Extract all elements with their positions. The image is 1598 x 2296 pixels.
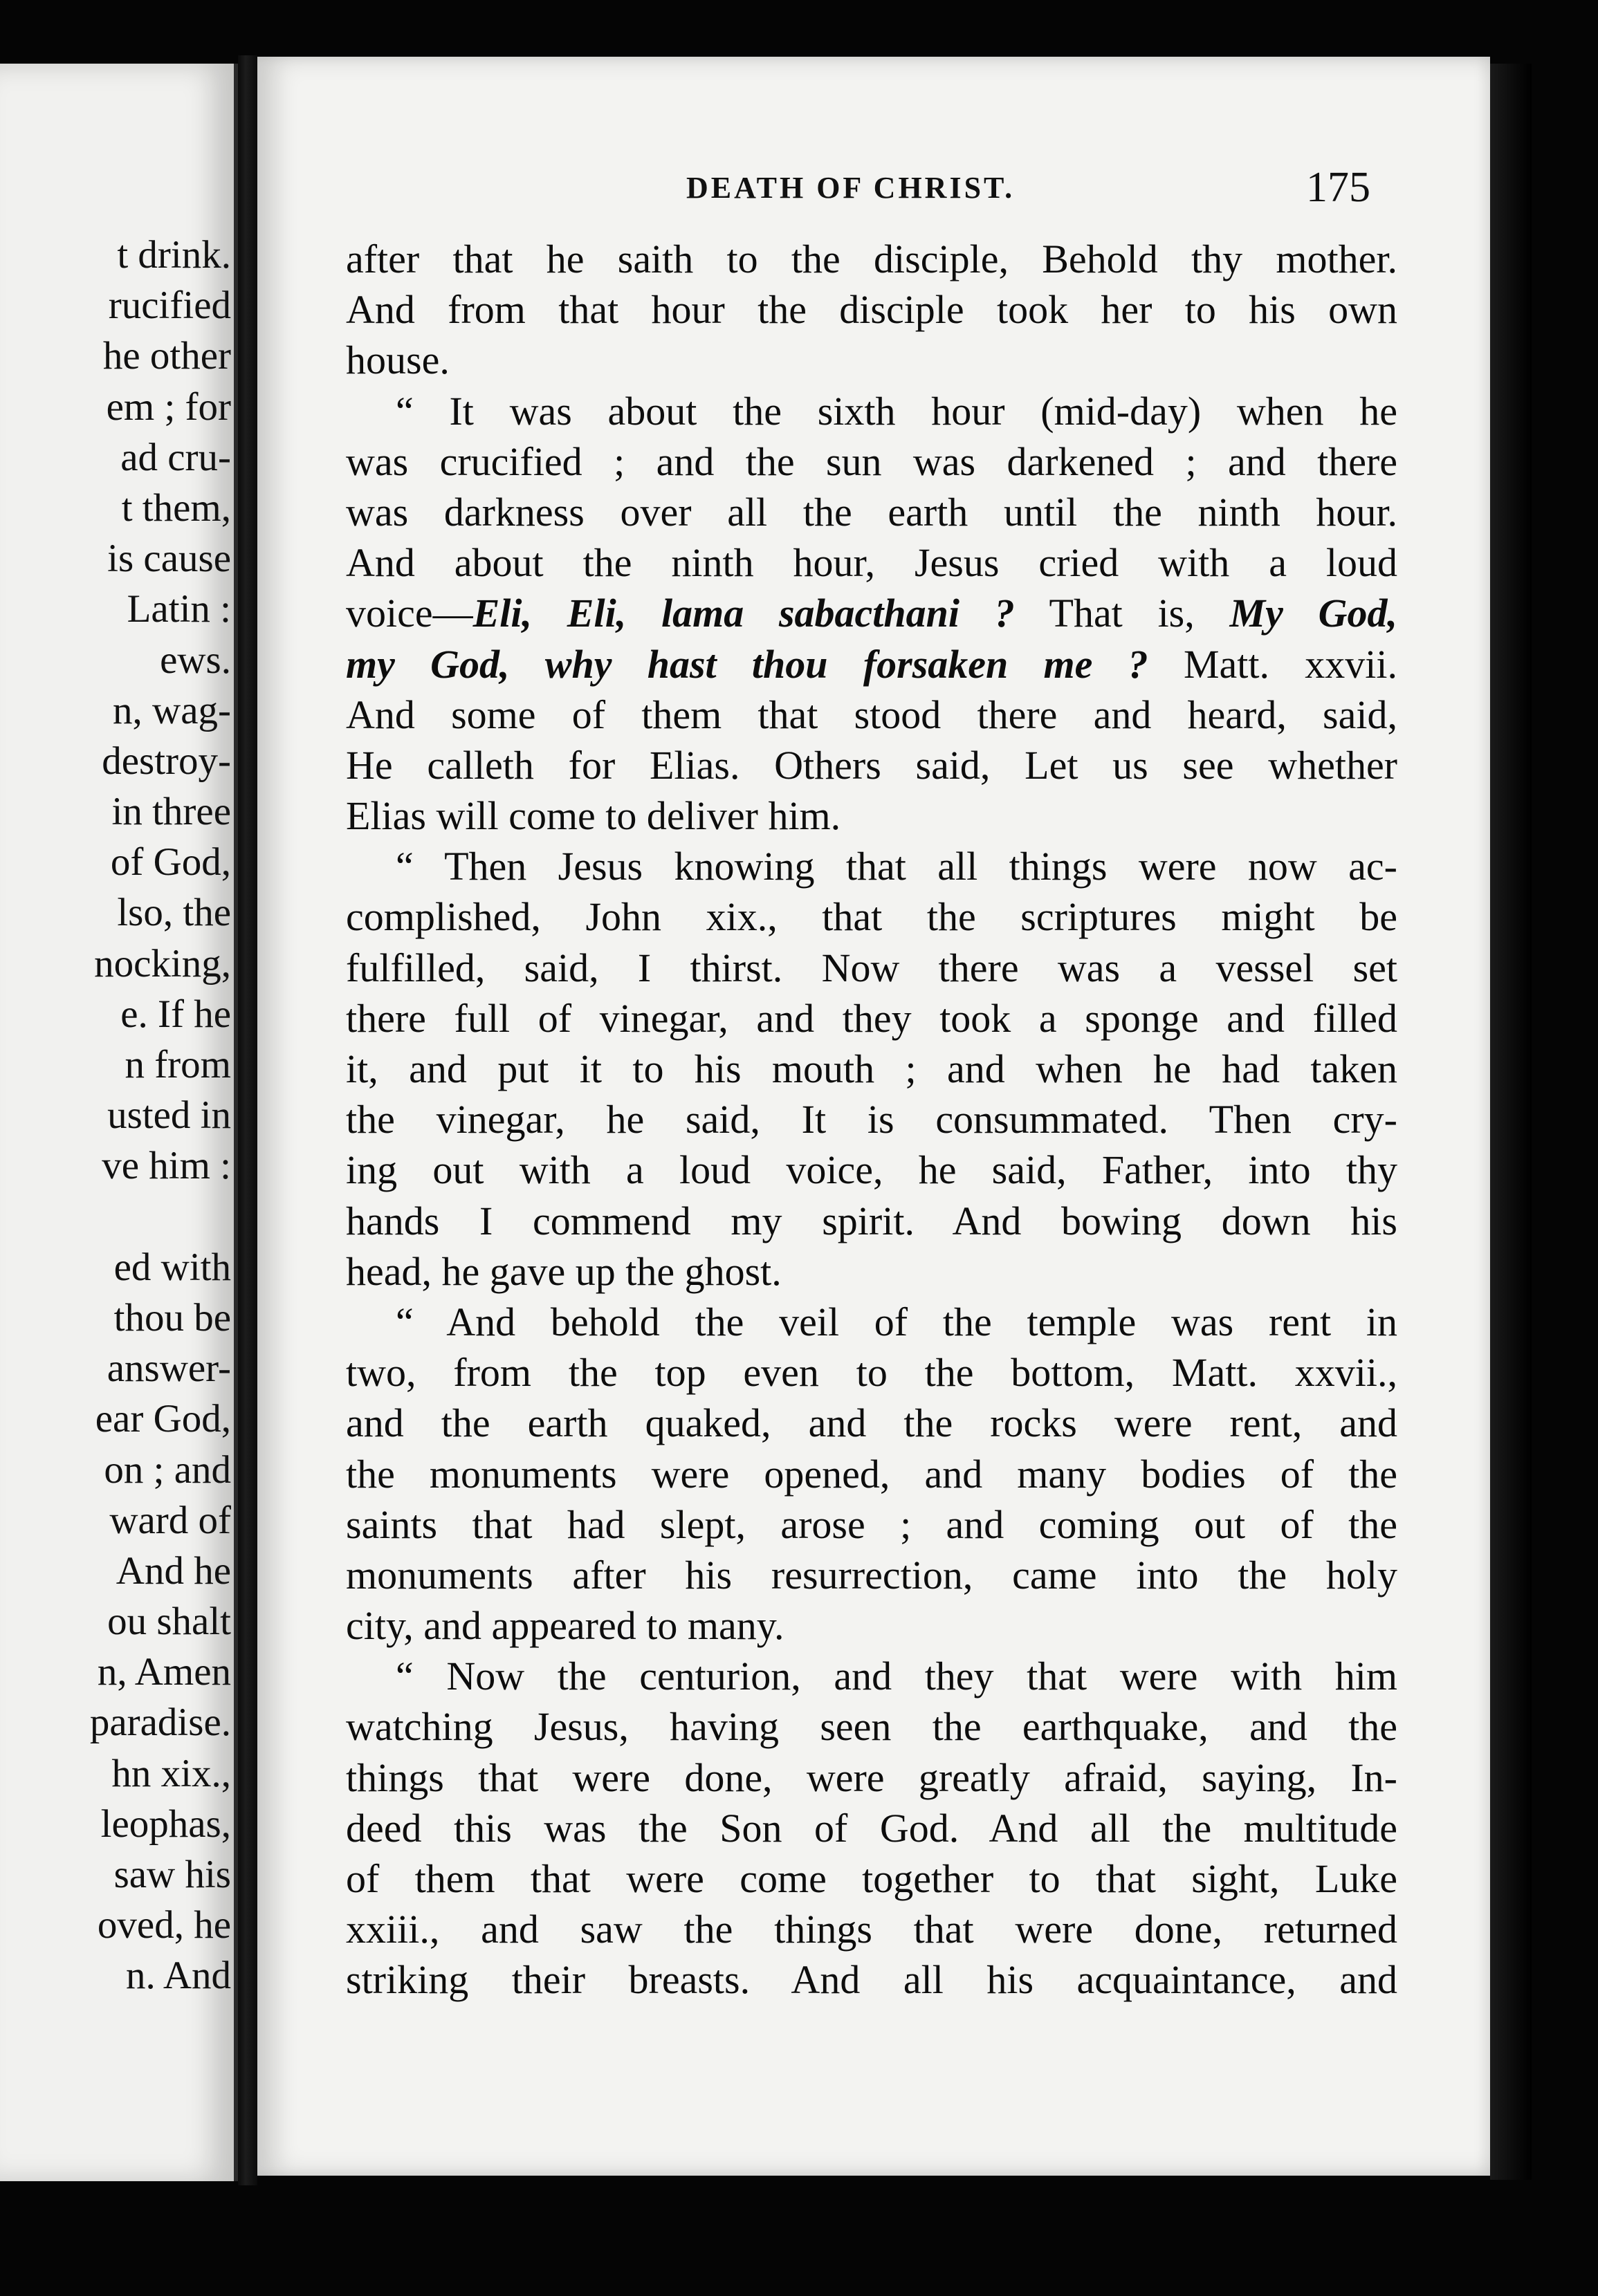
left-page-line: n, Amen <box>97 1650 231 1694</box>
text-line <box>346 1803 1397 1853</box>
left-page-line: em ; for <box>106 385 231 429</box>
text-run: head, he gave up the ghost. <box>346 1248 782 1294</box>
text-line <box>346 1347 1397 1398</box>
text-line <box>346 1499 1397 1550</box>
book-gutter <box>238 55 257 2185</box>
text-line <box>346 1196 1397 1246</box>
left-page-line: And he <box>116 1548 231 1593</box>
text-run: Matt. xxvii. <box>1148 641 1397 687</box>
text-run: house. <box>346 337 450 383</box>
page-number: 175 <box>1306 164 1370 211</box>
left-page-line: Latin : <box>127 587 231 631</box>
left-page-line: destroy- <box>102 739 231 783</box>
text-line <box>346 1297 1397 1347</box>
left-page-line: nocking, <box>94 941 231 985</box>
text-line <box>346 1145 1397 1195</box>
left-page-line: t them, <box>121 485 231 530</box>
left-page-line: ou shalt <box>107 1600 231 1644</box>
text-line <box>346 1398 1397 1448</box>
text-run: was crucified ; and the sun was darkened ; and there <box>346 438 1397 484</box>
left-page-line: saw his <box>113 1853 231 1896</box>
text-line <box>346 740 1397 790</box>
text-line <box>346 1044 1397 1094</box>
text-run: He calleth for Elias. Others said, Let us see whether <box>346 742 1397 788</box>
text-line <box>346 891 1397 942</box>
text-line <box>346 1246 1397 1297</box>
text-line <box>346 689 1397 740</box>
text-line <box>346 993 1397 1044</box>
text-run: watching Jesus, having seen the earthquake, and the <box>346 1704 1397 1750</box>
text-run: That is, <box>1014 591 1230 636</box>
text-run: after that he saith to the disciple, Behold thy mother. <box>346 237 1397 281</box>
text-line <box>346 1904 1397 1954</box>
text-run: things that were done, were greatly afraid, saying, In- <box>346 1755 1397 1800</box>
left-page-line: e. If he <box>120 992 231 1036</box>
text-run: deed this was the Son of God. And all the multitude <box>346 1805 1397 1851</box>
text-run: “ Now the centurion, and they that were with him <box>396 1654 1397 1699</box>
text-run: “ And behold the veil of the temple was rent in <box>396 1299 1397 1344</box>
text-line <box>346 284 1397 335</box>
left-page-line: answer- <box>107 1346 231 1391</box>
text-line <box>346 1651 1397 1701</box>
left-page-line: t drink. <box>117 233 231 277</box>
text-line <box>346 335 1397 385</box>
left-page-line: ear God, <box>95 1397 231 1441</box>
text-run: and the earth quaked, and the rocks were rent, and <box>346 1400 1397 1446</box>
text-run: complished, John xix., that the scriptures might be <box>346 894 1397 940</box>
left-page-line: usted in <box>107 1093 231 1138</box>
left-page-line: lso, the <box>117 891 231 935</box>
text-line <box>346 1094 1397 1145</box>
text-line <box>346 1752 1397 1803</box>
text-line <box>346 1954 1397 2005</box>
text-line <box>346 588 1397 638</box>
text-line <box>346 1701 1397 1752</box>
text-line <box>346 386 1397 436</box>
text-run: And from that hour the disciple took her to his own <box>346 287 1397 333</box>
left-page-line: n from <box>125 1043 231 1086</box>
text-run: was darkness over all the earth until the ninth hour. <box>346 489 1397 535</box>
left-page-line: of God, <box>110 840 231 885</box>
left-page-line: is cause <box>107 537 231 581</box>
text-line <box>346 487 1397 537</box>
left-page-line: he other <box>102 334 231 378</box>
italic-text: Eli, Eli, lama sabacthani ? <box>472 591 1015 636</box>
text-run: Elias will come to deliver him. <box>346 793 841 839</box>
text-run: of them that were come together to that sight, Luke <box>346 1856 1397 1901</box>
left-page-line: in three <box>111 790 231 834</box>
text-line <box>346 436 1397 487</box>
text-run: two, from the top even to the bottom, Matt. xxvii., <box>346 1350 1397 1396</box>
text-run: saints that had slept, arose ; and coming out of the <box>346 1501 1397 1547</box>
text-run: “ It was about the sixth hour (mid-day) when he <box>396 388 1397 434</box>
text-line <box>346 943 1397 993</box>
text-line <box>346 1853 1397 1904</box>
text-line <box>346 639 1397 689</box>
text-run: xxiii., and saw the things that were done, returned <box>346 1907 1397 1952</box>
text-run: city, and appeared to many. <box>346 1603 784 1649</box>
text-line <box>346 234 1397 284</box>
page-edge <box>1490 64 1532 2180</box>
left-page-line: rucified <box>108 284 231 328</box>
text-run: And some of them that stood there and heard, said, <box>346 692 1397 737</box>
italic-text: my God, why hast thou forsaken me ? <box>346 641 1148 687</box>
text-line <box>346 1550 1397 1600</box>
text-line <box>346 790 1397 841</box>
left-page-text <box>3 230 231 2001</box>
left-page-line: oved, he <box>97 1903 231 1947</box>
text-line <box>346 1600 1397 1651</box>
text-run: hands I commend my spirit. And bowing down his <box>346 1198 1397 1243</box>
left-page-line: n, wag- <box>113 688 231 732</box>
text-line <box>346 1449 1397 1499</box>
text-run: “ Then Jesus knowing that all things were now ac- <box>396 844 1397 889</box>
text-run: it, and put it to his mouth ; and when he had taken <box>346 1046 1397 1091</box>
left-page-line: ve him : <box>102 1144 231 1188</box>
running-head: DEATH OF CHRIST. <box>686 171 1016 205</box>
left-page-line: n. And <box>125 1954 231 1998</box>
left-page-line: paradise. <box>89 1701 231 1745</box>
italic-text: My God, <box>1229 591 1397 636</box>
left-page-line: ed with <box>113 1245 231 1289</box>
body-text <box>346 234 1397 2006</box>
text-run: And about the ninth hour, Jesus cried with a loud <box>346 540 1397 586</box>
left-page-line <box>3 1192 231 1242</box>
text-run: there full of vinegar, and they took a sponge and filled <box>346 995 1397 1041</box>
text-run: fulfilled, said, I thirst. Now there was a vessel set <box>346 945 1397 990</box>
left-page-line: on ; and <box>104 1447 231 1492</box>
left-page-line: thou be <box>113 1295 231 1340</box>
text-run: ing out with a loud voice, he said, Father, into thy <box>346 1147 1397 1193</box>
text-line <box>346 537 1397 588</box>
left-page-line: ad cru- <box>120 435 231 479</box>
left-page-line: ews. <box>160 638 231 682</box>
left-page-line: ward of <box>109 1498 231 1542</box>
left-page-line: leophas, <box>100 1802 231 1846</box>
text-run: voice— <box>346 591 473 636</box>
left-page-line: hn xix., <box>111 1751 231 1795</box>
text-run: striking their breasts. And all his acquaintance, and <box>346 1957 1397 2003</box>
left-page <box>0 64 238 2181</box>
text-run: the vinegar, he said, It is consummated. Then cry- <box>346 1097 1397 1142</box>
text-line <box>346 841 1397 891</box>
text-run: the monuments were opened, and many bodies of the <box>346 1451 1397 1497</box>
text-run: monuments after his resurrection, came into the holy <box>346 1552 1397 1598</box>
